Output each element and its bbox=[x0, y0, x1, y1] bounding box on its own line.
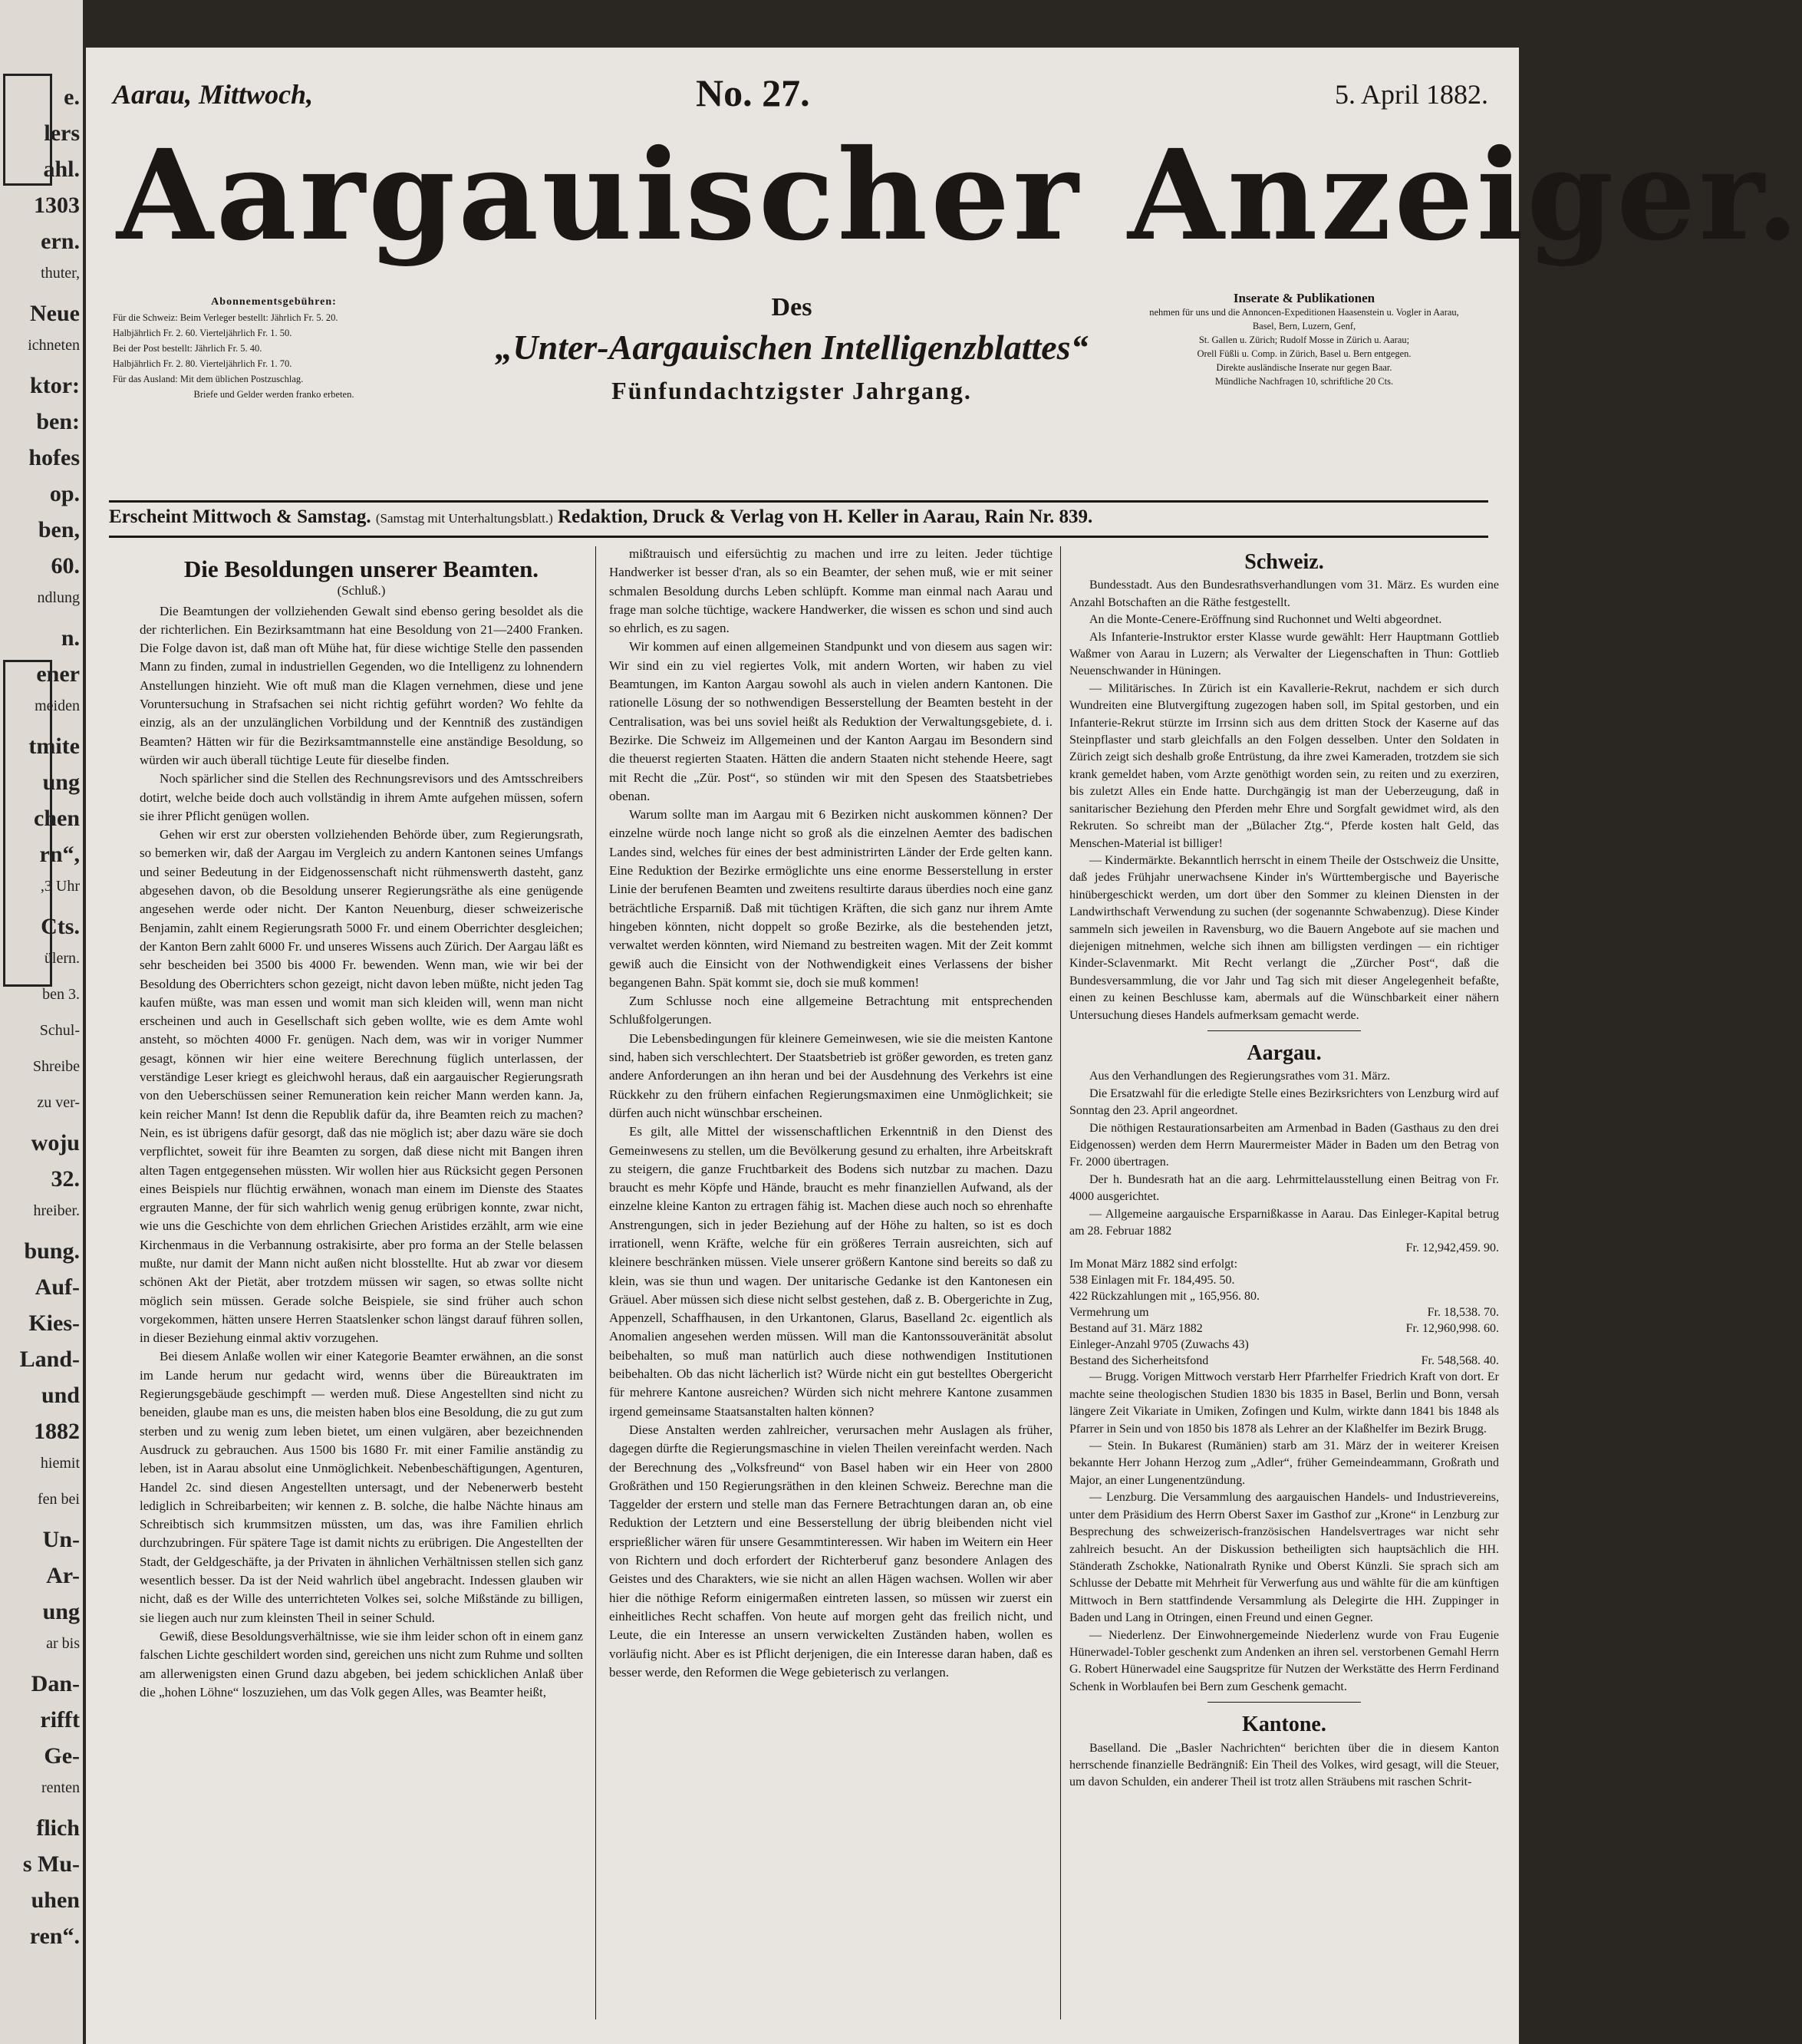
account-row bbox=[1069, 1320, 1499, 1337]
paragraph: Als Infanterie-Instruktor erster Klasse wurde gewählt: Herr Hauptmann Gottlieb Waßmer von Aarau in Luzern; als Verwalter der Liegenschaften in Thun: Gottlieb Neuenschwander in Hüningen. bbox=[1069, 630, 1499, 678]
adjacent-page-fragment: lers bbox=[44, 120, 80, 146]
account-row bbox=[1069, 1256, 1499, 1272]
adjacent-page-fragment: ar bis bbox=[46, 1635, 80, 1652]
paragraph: Baselland. Die „Basler Nachrichten“ berichten über die in diesem Kanton herrschende finanzielle Bedrängniß: Ein Theil des Volkes, wird gesagt, will die Steuer, um davon Schulden, ein anderer Theil ist trotz allen Sträubens mit raschen Schrit- bbox=[1069, 1741, 1499, 1789]
header-rule-bottom bbox=[109, 536, 1488, 538]
newspaper-page bbox=[86, 48, 1802, 2044]
paragraph: Zum Schlusse noch eine allgemeine Betrachtung mit entsprechenden Schlußfolgerungen. bbox=[609, 994, 1053, 1027]
subtitle-des: Des bbox=[771, 293, 812, 321]
paragraph: Die nöthigen Restaurationsarbeiten am Armenbad in Baden (Gasthaus zu den drei Eidgenossen) werden dem Herrn Maurermeister Mäder in Baden um den Betrag von Fr. 2000 übertragen. bbox=[1069, 1121, 1499, 1169]
adjacent-page-fragment: flich bbox=[36, 1815, 80, 1841]
adjacent-page-fragment: ben: bbox=[36, 409, 80, 434]
subscription-line: Halbjährlich Fr. 2. 80. Vierteljährlich Fr. 1. 70. bbox=[113, 358, 292, 369]
paragraph: Bei diesem Anlaße wollen wir einer Kategorie Beamter erwähnen, an die sonst im Lande herum nur gedacht wird, wenns über die Büreauktraten im Regierungsgebäude geschimpft — werden muß. Diese Angestellten sind nicht zu beneiden, glaube man es uns, die meisten haben blos eine Besoldung, die zu gut zum sterben und zu wenig zum leben bietet, um einen vulgären, aber bezeichnenden Ausdruck zu gebrauchen. Aus 1500 bis 1680 Fr. mit einer Familie anständig zu leben, ist in Aarau absolut eine Unmöglichkeit. Nebenbeschäftigungen, Agenturen, Handel 2c. sind diesen Angestellten untersagt, und der Nebenerwerb besteht lediglich in Schreibarbeiten; wir kennen z. B. solche, die halbe Nächte hinaus am Schreibtisch sich krummsitzen müssten, um das, was ihre Familien ehrlich durchzubringen. Für spätere Tage ist damit nichts zu erübrigen. Die Angestellten der Stadt, der Geldgeschäfte, ja der Privaten in ähnlichen Verhältnissen stellen sich ganz wesentlich besser. Da ist der Neid wahrlich übel angebracht. Indessen glauben wir nicht, daß es der Wille des unterrichteten Volkes sei, solche Mißstände zu billigen, sie liegen auch nur zum kleinsten Theil in seiner Schuld. bbox=[140, 1349, 583, 1625]
adjacent-page-fragment: ndlung bbox=[37, 589, 80, 606]
column-2 bbox=[609, 545, 1053, 1682]
account-row bbox=[1069, 1272, 1499, 1288]
paragraph: — Kindermärkte. Bekanntlich herrscht in einem Theile der Ostschweiz die Unsitte, daß jedes Frühjahr unerwachsene Kinder in's Württembergische und Bayerische hinübergeschickt werden, um dort über den Sommer zu kleinen Diensten in der Landwirthschaft Verwendung zu suchen (der sogenannte Schwabenzug). Diese Kinder sammeln sich jeweilen in Ravensburg, wo die Bauern Angebote auf sie machen und diejenigen mitnehmen, welche sich ihnen am billigsten verdingen — ein richtiger Kinder-Sclavenmarkt. Mit Recht verlangt die „Zürcher Post“, daß die Bundesversammlung, die vor Jahr und Tag sich mit dieser Angelegenheit befaßte, einen zu keinen Beschlusse kam, abermals auf die Wünschbarkeit einer nähern Untersuchung dieses Handels aufmerksam gemacht werde. bbox=[1069, 853, 1499, 1022]
account-label: Einleger-Anzahl 9705 (Zuwachs 43) bbox=[1069, 1338, 1249, 1352]
account-row bbox=[1069, 1304, 1499, 1320]
subscription-line: Halbjährlich Fr. 2. 60. Vierteljährlich Fr. 1. 50. bbox=[113, 328, 292, 338]
account-label: 422 Rückzahlungen mit „ 165,956. 80. bbox=[1069, 1290, 1260, 1304]
adjacent-page-fragment: ung bbox=[42, 770, 80, 795]
adjacent-page-fragment: Neue bbox=[30, 301, 80, 326]
adjacent-page-fragment: zu ver- bbox=[37, 1094, 80, 1111]
paragraph: — Lenzburg. Die Versammlung des aargauischen Handels- und Industrievereins, unter dem Präsidium des Herrn Oberst Saxer im Gasthof zur „Krone“ in Lenzburg zur Besprechung des schweizerisch-französischen Handelsvertrages war nicht sehr zahlreich besucht. An der Diskussion betheiligten sich hauptsächlich die HH. Ständerath Zschokke, Nationalrath Rynike und Oberst Künzli. Sie sprach sich am Schlusse der Debatte mit Mehrheit für Verwerfung aus und wählte für die am künftigen Mittwoch in Bern stattfindende Versammlung als Delegirte die HH. Zuppinger in Baden und Lang in Otringen, einen Freund und einen Gegner. bbox=[1069, 1491, 1499, 1625]
adjacent-page-fragment: uhen bbox=[31, 1887, 80, 1913]
ads-line: Mündliche Nachfragen 10, schriftliche 20 Cts. bbox=[1214, 376, 1394, 387]
adjacent-page-fragment: renten bbox=[41, 1779, 80, 1796]
paragraph: — Brugg. Vorigen Mittwoch verstarb Herr Pfarrhelfer Friedrich Kraft von dort. Er machte seine theologischen Studien 1830 bis 1835 in Basel, Berlin und Bonn, versah längere Zeit Vikariate in Umiken, Zofingen und Kulm, wirkte dann 1841 bis 1848 als Pfarrer in Sein und von 1850 bis 1878 als Lehrer an der Klaßhelfer im Bezirk Brugg. bbox=[1069, 1370, 1499, 1436]
subtitle-block bbox=[446, 293, 1137, 405]
adjacent-page-fragment: Auf- bbox=[35, 1274, 80, 1300]
article-title: Die Besoldungen unserer Beamten. bbox=[183, 556, 539, 582]
section-rule bbox=[1207, 1702, 1361, 1703]
adjacent-page-fragment: meiden bbox=[35, 697, 80, 714]
paragraph: Die Lebensbedingungen für kleinere Gemeinwesen, wie sie die meisten Kantone sind, haben sich verschlechtert. Der Staatsbetrieb ist größer geworden, es treten ganz andere Anforderungen an ihn heran und bei der Ausdehnung des Verkehrs ist eine Rückkehr zu den frühern einfachen Regierungsmaximen eine Unmöglichkeit; sie dürfen auch nicht wünschbar erscheinen. bbox=[609, 1030, 1053, 1120]
column-1 bbox=[140, 554, 583, 1702]
paragraph: An die Monte-Cenere-Eröffnung sind Ruchonnet und Welti abgeordnet. bbox=[1089, 613, 1442, 627]
account-label: Bestand des Sicherheitsfond bbox=[1069, 1354, 1209, 1368]
adjacent-page-fragment: ülern. bbox=[44, 950, 80, 967]
adjacent-page-fragment: 1303 bbox=[34, 193, 80, 218]
account-row bbox=[1069, 1288, 1499, 1304]
paragraph: Aus den Verhandlungen des Regierungsrathes vom 31. März. bbox=[1089, 1070, 1391, 1083]
account-label: Bestand auf 31. März 1882 bbox=[1069, 1322, 1203, 1336]
paragraph: — Niederlenz. Der Einwohnergemeinde Niederlenz wurde von Frau Eugenie Hünerwadel-Tobler geschenkt zum Andenken an ihren sel. verstorbenen Gemahl Herrn G. Robert Hünerwadel eine Saugspritze für Nutzen der Werkstätte des Herrn Ferdinand Schenk in Worblaufen bei Bern zum Geschenk gemacht. bbox=[1069, 1628, 1499, 1693]
adjacent-page-fragment: 32. bbox=[51, 1166, 80, 1192]
ads-line: Orell Füßli u. Comp. in Zürich, Basel u. Bern entgegen. bbox=[1197, 348, 1412, 359]
article-subtitle: (Schluß.) bbox=[337, 583, 386, 598]
ads-line: Direkte ausländische Inserate nur gegen Baar. bbox=[1216, 362, 1392, 373]
subscription-line: Für das Ausland: Mit dem üblichen Postzuschlag. bbox=[113, 374, 304, 384]
volume-year: Fünfundachtzigster Jahrgang. bbox=[611, 377, 972, 404]
account-row bbox=[1069, 1337, 1499, 1353]
paragraph: Noch spärlicher sind die Stellen des Rechnungsrevisors und des Amtsschreibers dotirt, welche beide doch auch vollständig in ihrem Amte aufgehen müssen, sofern sie ihrer Pflicht genügen wollen. bbox=[140, 771, 583, 823]
adjacent-page-fragment: Shreibe bbox=[32, 1058, 80, 1075]
account-row bbox=[1069, 1353, 1499, 1369]
paragraph: Bundesstadt. Aus den Bundesrathsverhandlungen vom 31. März. Es wurden eine Anzahl Botschaften an die Räthe festgestellt. bbox=[1069, 579, 1499, 609]
subscription-box bbox=[113, 295, 435, 402]
paragraph: — Stein. In Bukarest (Rumänien) starb am 31. März der in weiterer Kreisen bekannte Herr Johann Herzog zum „Adler“, früher Gemeindeammann, Großrath und Major, an einer Lungenentzündung. bbox=[1069, 1439, 1499, 1487]
section-heading: Schweiz. bbox=[1244, 550, 1324, 574]
adjacent-page-fragment: ener bbox=[36, 661, 80, 687]
ads-line: St. Gallen u. Zürich; Rudolf Mosse in Zürich u. Aarau; bbox=[1198, 335, 1410, 345]
adjacent-page-fragment: bung. bbox=[24, 1238, 80, 1264]
issue-number: No. 27. bbox=[696, 71, 810, 114]
adjacent-page-fragment: Land- bbox=[19, 1347, 80, 1372]
adjacent-page-fragment: Ar- bbox=[46, 1563, 80, 1588]
adjacent-page-fragment: Un- bbox=[42, 1527, 80, 1552]
adjacent-page-fragment: e. bbox=[64, 84, 80, 110]
masthead-place: Aarau, Mittwoch, bbox=[113, 79, 314, 110]
adjacent-page-fragment: fen bei bbox=[38, 1491, 80, 1508]
subscription-line: Bei der Post bestellt: Jährlich Fr. 5. 40. bbox=[113, 343, 262, 354]
column-divider bbox=[595, 546, 596, 2019]
paragraph: — Allgemeine aargauische Ersparnißkasse in Aarau. Das Einleger-Kapital betrug am 28. Februar 1882 bbox=[1069, 1207, 1499, 1238]
account-value: Fr. 548,568. 40. bbox=[1421, 1354, 1499, 1368]
adjacent-page-fragment: ren“. bbox=[29, 1924, 80, 1949]
adjacent-page-fragment: rn“, bbox=[39, 842, 80, 867]
adjacent-page-fragment: Schul- bbox=[39, 1022, 80, 1039]
paragraph: Es gilt, alle Mittel der wissenschaftlichen Erkenntniß in den Dienst des Gemeinwesens zu stellen, um die Bevölkerung gesund zu erhalten, ihre Arbeitskraft zu steigern, die ganze Fruchtbarkeit des Bodens sich nutzbar zu machen. Dazu braucht es mehr Köpfe und Hände, braucht es mehr finanziellen Aufwand, als der einzelne kleine Kanton zu ertragen fähig ist. Machen diese auch noch so ehrenhafte Anstrengungen, sich in jeder Beziehung auf der Höhe zu halten, so ist es doch irrationell, wenn Kräfte, welche für ein größeres Terrain ausreichten, sich auf kleinere beschränken müssen. Viele unserer größern Kantone sind bereits so daß zu klein, was sie thun und wagen. Der unitarische Gedanke ist den Kantonesen ein Gräuel. Aber müssen sich diese nicht selbst gestehen, daß z. B. Obergerichte in Zug, Appenzell, Schaffhausen, in den Urkantonen, Glarus, Baselland 2c. eigentlich als Anomalien angesehen werden müssen. Will man die Kantonssouveränität absolut beibehalten, so muß man natürlich auch diese nothwendigen Institutionen beibehalten. Ob das nicht lächerlich ist? Würde nicht ein gut bestelltes Obergericht für mehrere Kantone ausreichen? Würden sich nicht mehrere Kantone zusammen irgend gemeinsame Staatsanstalten halten können? bbox=[609, 1124, 1053, 1419]
adjacent-page-fragment: rifft bbox=[40, 1707, 80, 1732]
adjacent-page-fragment: n. bbox=[61, 625, 80, 651]
paragraph: mißtrauisch und eifersüchtig zu machen und irre zu leiten. Jeder tüchtige Handwerker ist besser d'ran, als so ein Beamter, der sehen muß, wie er mit seiner schmalen Besoldung durchs Leben schlüpft. Komme man einmal nach Aarau und frage man solche tüchtige, wackere Handwerker, die wissen es schon und sind auch so ehrlich, es zu sagen. bbox=[609, 546, 1053, 636]
paragraph: Die Beamtungen der vollziehenden Gewalt sind ebenso gering besoldet als die der richterlichen. Ein Bezirksamtmann hat eine Besoldung von 21—2400 Franken. Die Folge davon ist, daß man oft Mühe hat, für diese wichtige Stelle den passenden Mann zu finden, zumal in industriellen Gegenden, wo die Intelligenz zu lohnendern Anstellungen hinzieht. Wie oft muß man die Klagen vernehmen, diese und jene Voruntersuchung in Strafsachen sei nicht richtig geführt worden? Wo fehlte da einzig, als an der unzulänglichen Vorbildung und der Kenntniß des zuständigen Beamten? Hätten wir für die Bezirksamtmannstelle eine anständige Besoldung, so würden wir auch überall tüchtige Leute für dieselbe finden. bbox=[140, 603, 583, 767]
issue-date: 5. April 1882. bbox=[1334, 79, 1488, 110]
publication-publisher: Redaktion, Druck & Verlag von H. Keller in Aarau, Rain Nr. 839. bbox=[558, 506, 1093, 527]
adjacent-page-fragment: thuter, bbox=[41, 265, 80, 282]
adjacent-page-strip bbox=[0, 0, 83, 2044]
adjacent-page-fragment: ung bbox=[42, 1599, 80, 1624]
account-row bbox=[1069, 1240, 1499, 1256]
adjacent-page-fragment: ern. bbox=[41, 229, 80, 254]
adjacent-page-fragment: ahl. bbox=[43, 157, 80, 182]
paragraph: Gehen wir erst zur obersten vollziehenden Behörde über, zum Regierungsrath, so bemerken wir, daß der Aargau im Vergleich zu andern Kantonen seines Umfangs und seiner Bedeutung in der Eidgenossenschaft nicht rühmenswerth dasteht, ganz abgesehen davon, ob die Besoldung unserer Regierungsräthe als eine genügende angesehen werde oder nicht. Der Kanton Neuenburg, dieser schweizerische Benjamin, zahlt einem Regierungsrath 5000 Fr. und einem Oberrichter desgleichen; der Kanton Bern zahlt 6000 Fr. und unseres Wissens auch Zürich. Der Aargau läßt es sehr bescheiden bei 3500 bis 4000 Fr. bewenden. Wenn man, wie wir bei der Besoldung des Oberrichters schon gezeigt, nicht davon leben müßte, nicht jeden Tag kaufen müßte, was man essen und womit man sich kleiden will, wenn man nicht erscheinen und auch in Gesellschaft sich geben wollte, wie es dem Amte wohl ansteht, so möchten 4000 Fr. genügen. Nach dem, was wir in voriger Nummer gesagt, können wir hier eine weitere Berechnung füglich unterlassen, der verständige Leser kriegt es gleichwohl heraus, daß ein aargauischer Regierungsrath von den Ueberschüssen seiner Remuneration kein reicher Mann werden kann. Ja, kein reicher Mann! Ist denn die Republik dafür da, ihre Beamten reich zu machen? Nein, es ist übrigens dafür gesorgt, daß das nie möglich ist; aber dazu wäre sie doch verpflichtet, soweit für ihre Beamten zu sorgen, daß diese nicht mit Bangen ihren alten Tagen entgegensehen müssten. Wir wollen hier aus Rücksicht gegen Personen eines Beispiels nur flüchtig erwähnen, wonach man einem im Dienste des Staates ergrauten Manne, der für sich wahrlich wenig genug erübrigen konnte, zwar nicht, wie uns die Geschichte von dem ehrlichen Griechen Aristides erzählt, arm wie eine Kirchenmaus in die Verbannung ostrakisirte, aber pro forma an der Stelle belassen mußte, nur damit der Mann nicht außen nicht blosstellte. Hut ab zwar vor diesem schönen Akt der Pietät, aber trotzdem müssen wir sagen, so etwas sollte nicht möglich sein müssen. Gerade solche Beispiele, sie sind früher auch schon vorgekommen, hätten unsere Herren Staatslenker schon längst darauf führen sollen, in dieser Beziehung einmal aktiv vorzugehen. bbox=[140, 827, 583, 1346]
ads-line: nehmen für uns und die Annoncen-Expeditionen Haasenstein u. Vogler in Aarau, Basel, Bern, Luzern, Genf, bbox=[1149, 307, 1459, 331]
paragraph: — Militärisches. In Zürich ist ein Kavallerie-Rekrut, nachdem er sich durch Wundreiten eine Blutvergiftung zugezogen haben soll, im Spital gestorben, und ein Infanterie-Rekrut stürzte im Irrsinn sich aus dem dritten Stock der Kaserne auf das Steinpflaster und starb gleichfalls an den Folgen desselben. Unter den Soldaten in Zürich zeigt sich deshalb große Entrüstung, da ihre zwei Kameraden, trotzdem sie sich krank gemeldet haben, vom Arzte genöthigt worden sein, zu reiten und zu exerziren, bis zuletzt Alles ein Ende hatte. Durchgängig ist man der Ueberzeugung, daß in sanitarischer Beziehung den Pferden mehr Ehre und Sorgfalt gewidmet wird, als den Rekruten. So schreibt man der „Bülacher Ztg.“, Pferde kosten halt Geld, das Menschen-Material ist billiger! bbox=[1069, 681, 1499, 850]
account-value: Fr. 12,960,998. 60. bbox=[1405, 1322, 1499, 1336]
adjacent-page-fragment: und bbox=[41, 1383, 80, 1408]
account-value: Fr. 12,942,459. 90. bbox=[1405, 1241, 1499, 1255]
adjacent-page-fragment: ben, bbox=[38, 517, 80, 542]
adjacent-page-fragment: op. bbox=[49, 481, 80, 506]
publication-days: Erscheint Mittwoch & Samstag. bbox=[109, 506, 371, 527]
subscription-line: Briefe und Gelder werden franko erbeten. bbox=[193, 389, 354, 400]
publication-note: (Samstag mit Unterhaltungsblatt.) bbox=[375, 511, 553, 526]
paragraph: Diese Anstalten werden zahlreicher, verursachen mehr Auslagen als früher, dagegen dürfte die Regierungsmaschine in vielen Theilen vereinfacht werden. Nach der Berechnung des „Volksfreund“ von Basel haben wir ein Heer von 2800 Großräthen und 150 Regierungsräthen in den kleinen Schweiz. Berechne man die Taggelder der erstern und stelle man das Fernere Betrachtungen daran an, ob eine Reduktion der Letztern und eine Besserstellung der übrig bleibenden nicht viel ersprießlicher wären für unsere Gesammtinteressen. Wir haben im Weitern ein Heer von Richtern und doch erfordert der Richterberuf ganz besondere Anlagen des Geistes und des Charakters, wie sie nicht an allen Hägen wachsen. Wollen wir aber hier die nöthige Reform einigermaßen eintreten lassen, so müssen wir zuerst ein einheitliches Recht schaffen. Von heute auf morgen geht das freilich nicht, und Leute, die ein Interesse an unsern verwickelten Zuständen haben, wollen es vorläufig nicht. Aber es ist Pflicht derjenigen, die ein Interesse daran haben, daß es besser werde, den Reformen die Wege gebieterisch zu verlangen. bbox=[609, 1422, 1053, 1680]
adjacent-page-fragment: Cts. bbox=[41, 914, 80, 939]
section-heading: Kantone. bbox=[1242, 1713, 1326, 1737]
adjacent-page-fragment: ichneten bbox=[28, 337, 80, 354]
column-3 bbox=[1069, 550, 1499, 1792]
adjacent-page-fragment: 1882 bbox=[34, 1419, 80, 1444]
account-label: 538 Einlagen mit Fr. 184,495. 50. bbox=[1069, 1274, 1235, 1287]
paragraph: Warum sollte man im Aargau mit 6 Bezirken nicht auskommen können? Der einzelne würde noch lange nicht so groß als die einzelnen Aemter des badischen Landes sind, welches für eines der best administrirten Länder der Erde gelten kann. Eine Reduktion der Bezirke ermöglichte uns eine enorme Besserstellung in erster Linie der berufenen Beamten und zweitens resultirte daraus überdies noch eine ganz beträchtliche Ersparniß. Daß mit tüchtigen Kräften, die sich ganz nur ihrem Amte hingeben könnten, nicht doppelt so große Bezirke, als die bestehenden jetzt, verwaltet werden könnten, wird Niemand zu bestreiten wagen. Mit der Zeit kommt gewiß auch die Einsicht von der Nothwendigkeit eines Verlassens der bisher begangenen Bahn. Spät kommt sie, doch sie muß kommen! bbox=[609, 807, 1053, 990]
account-value: Fr. 18,538. 70. bbox=[1427, 1306, 1499, 1320]
account-label: Vermehrung um bbox=[1069, 1306, 1149, 1320]
adjacent-page-fragment: Dan- bbox=[31, 1671, 80, 1696]
adjacent-page-fragment: tmite bbox=[28, 734, 80, 759]
adjacent-page-fragment: hofes bbox=[28, 445, 80, 470]
adjacent-page-fragment: hreiber. bbox=[33, 1202, 80, 1219]
paragraph: Gewiß, diese Besoldungsverhältnisse, wie sie ihm leider schon oft in einem ganz falschen Lichte geschildert worden sind, gereichen uns nicht zum Ruhme und sollten am allerwenigsten einen Grund dazu abgeben, bei jedem schicklichen Anlaß über die „hohen Löhne“ loszuziehen, um das Volk gegen Alles, was Beamter heißt, bbox=[140, 1628, 583, 1699]
adjacent-page-fragment: woju bbox=[31, 1130, 80, 1156]
account-label: Im Monat März 1882 sind erfolgt: bbox=[1069, 1258, 1238, 1271]
subscription-heading: Abonnementsgebühren: bbox=[211, 296, 337, 308]
savings-account-table bbox=[1069, 1240, 1499, 1369]
ads-heading: Inserate & Publikationen bbox=[1233, 291, 1375, 305]
adjacent-page-fragment: hiemit bbox=[40, 1455, 80, 1472]
adjacent-page-fragment: s Mu- bbox=[22, 1851, 80, 1877]
adjacent-page-fragment: Kies- bbox=[28, 1310, 80, 1336]
adjacent-page-fragment: ben 3. bbox=[42, 986, 80, 1003]
paragraph: Die Ersatzwahl für die erledigte Stelle eines Bezirksrichters von Lenzburg wird auf Sonntag den 23. April angeordnet. bbox=[1069, 1086, 1499, 1118]
adjacent-page-fragment: ,3 Uhr bbox=[40, 878, 80, 895]
adjacent-page-fragment: 60. bbox=[51, 553, 80, 579]
publication-line bbox=[109, 506, 1488, 536]
adjacent-page-fragment: Ge- bbox=[44, 1743, 80, 1769]
adjacent-page-fragment: ktor: bbox=[30, 373, 80, 398]
column-divider bbox=[1060, 546, 1061, 2019]
advertising-box bbox=[1143, 292, 1465, 388]
header-rule bbox=[109, 500, 1488, 503]
section-rule bbox=[1207, 1030, 1361, 1031]
adjacent-page-fragment: chen bbox=[34, 806, 80, 831]
paragraph: Der h. Bundesrath hat an die aarg. Lehrmittelausstellung einen Beitrag von Fr. 4000 ausgerichtet. bbox=[1069, 1172, 1499, 1204]
subtitle-name: „Unter-Aargauischen Intelligenzblattes“ bbox=[495, 328, 1089, 367]
newspaper-title: Aargauischer Anzeiger. bbox=[117, 123, 1802, 269]
section-heading: Aargau. bbox=[1247, 1040, 1322, 1065]
subscription-line: Für die Schweiz: Beim Verleger bestellt: Jährlich Fr. 5. 20. bbox=[113, 312, 338, 323]
paragraph: Wir kommen auf einen allgemeinen Standpunkt und von diesem aus sagen wir: Wir sind ein zu viel regiertes Volk, mit andern Worten, wir haben zu viel Beamtungen, im Kanton Aargau sowohl als auch in vielen andern Kantonen. Die rationelle Lösung der so nothwendigen Besserstellung der Beamten besteht in der Centralisation, was bei uns soviel heißt als Reduktion der Verwaltungsgebiete, d. i. Bezirke. Die Schweiz im Allgemeinen und der Kanton Aargau im Besondern sind die theuerst regierten Staaten. Hätten die andern Staaten nicht stehende Heere, sagt mit Recht die „Zür. Post“, so stünden wir mit den Spesen des Staatsbetriebes obenan. bbox=[609, 639, 1053, 803]
